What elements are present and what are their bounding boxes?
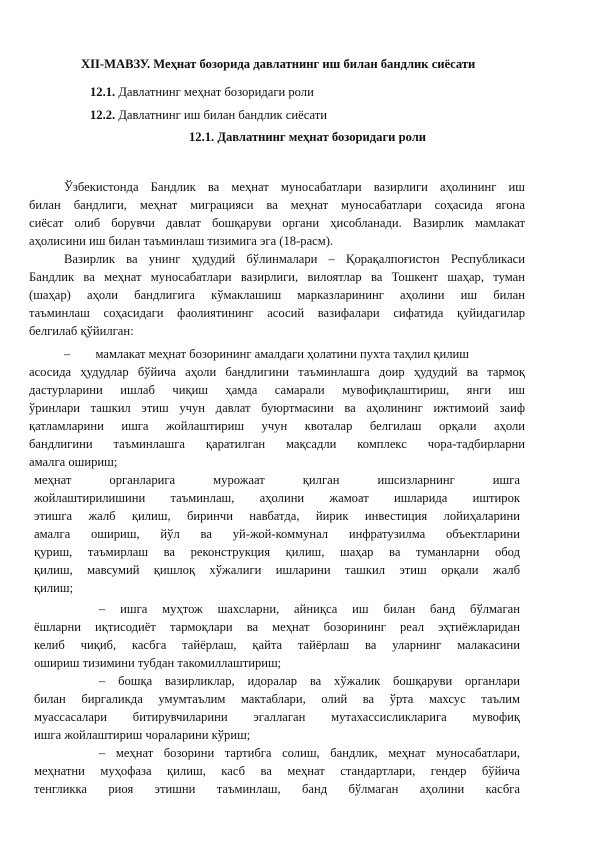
text-line: ёшларни иқтисодиёт тармоқлари ва меҳнат бозорининг реал эҳтиёжларидан bbox=[34, 620, 520, 634]
text-line: бандлигини таъминлашга қаратилган мақсадли комплекс чора-тадбирларни bbox=[29, 437, 525, 451]
text-line: муассасалари битирувчиларини эгаллаган мутахассисликларига мувофиқ bbox=[34, 710, 520, 724]
text-line: меҳнатни муҳофаза қилиш, касб ва меҳнат стандартлари, гендер бўйича bbox=[34, 764, 520, 778]
toc-item bbox=[90, 107, 327, 123]
text-line: Ўзбекистонда Бандлик ва меҳнат муносабатлари вазирлиги аҳолининг иш bbox=[64, 180, 525, 194]
chapter-title: XII-МАВЗУ. Меҳнат бозорида давлатнинг иш билан бандлик сиёсати bbox=[81, 57, 476, 71]
text-line: ўринлари ташкил этиш учун давлат буюртмасини ва аҳолининг ижтимоий заиф bbox=[29, 401, 525, 415]
toc-text: Давлатнинг меҳнат бозоридаги роли bbox=[115, 85, 314, 99]
list-item: – бошқа вазирликлар, идоралар ва хўжалик бошқаруви органлари bbox=[99, 674, 520, 688]
text-line: билан бандлиги, меҳнат миграцияси ва меҳнат муносабатлари соҳасида ягона bbox=[29, 198, 525, 212]
text-line: қуриш, таъмирлаш ва реконструкция қилиш, шаҳар ва туманларни обод bbox=[34, 545, 520, 559]
text-line: сиёсат олиб борувчи давлат бошқаруви органи ҳисобланади. Вазирлик мамлакат bbox=[29, 216, 525, 230]
text-line: билан биргаликда умумтаълим мактаблари, олий ва ўрта махсус таълим bbox=[34, 692, 520, 706]
toc-text: Давлатнинг иш билан бандлик сиёсати bbox=[115, 108, 327, 122]
text-line: ошириш тизимини тубдан такомиллаштириш; bbox=[34, 656, 282, 670]
list-item: – мамлакат меҳнат бозорининг амалдаги ҳолатини пухта таҳлил қилиш bbox=[64, 347, 469, 361]
list-item: – ишга муҳтож шахсларни, айниқса иш билан банд бўлмаган bbox=[99, 602, 520, 616]
section-title: 12.1. Давлатнинг меҳнат бозоридаги роли bbox=[189, 130, 427, 144]
text-line: тенгликка риоя этишни таъминлаш, банд бўлмаган аҳолини касбга bbox=[34, 782, 520, 796]
list-item: меҳнат органларига мурожаат қилган ишсизларнинг ишга bbox=[34, 473, 520, 487]
text-line: Бандлик ва меҳнат муносабатлари вазирлиги, вилоятлар ва Тошкент шаҳар, туман bbox=[29, 270, 525, 284]
text-line: келиб чиқиб, касбга тайёрлаш, қайта тайёрлаш ва уларнинг малакасини bbox=[34, 638, 520, 652]
text-line: аҳолисини иш билан таъминлаш тизимига эга (18-расм). bbox=[29, 234, 334, 248]
text-line: қилиш; bbox=[34, 581, 74, 595]
text-line: қилиш, мавсумий қишлоқ хўжалиги ишларини ташкил этиш орқали жалб bbox=[34, 563, 520, 577]
text-line: Вазирлик ва унинг ҳудудий бўлинмалари – Қорақалпоғистон Республикаси bbox=[64, 252, 525, 266]
text-line: белгилаб қўйилган: bbox=[29, 324, 134, 338]
text-line: қатламларини ишга жойлаштириш учун квоталар белгилаш орқали аҳоли bbox=[29, 419, 525, 433]
text-line: асосида ҳудудлар бўйича аҳоли бандлигини таъминлашга доир ҳудудий ва тармоқ bbox=[29, 365, 525, 379]
text-line: амалга ошириш, йўл ва уй-жой-коммунал инфратузилма объектларини bbox=[34, 527, 520, 541]
text-line: таъминлаш соҳасидаги фаолиятининг асосий вазифалари сифатида қуйидагилар bbox=[29, 306, 525, 320]
list-item: – меҳнат бозорини тартибга солиш, бандлик, меҳнат муносабатлари, bbox=[99, 746, 520, 760]
toc-item bbox=[90, 84, 314, 100]
text-line: дастурларини ишлаб чиқиш ҳамда самарали мувофиқлаштириш, янги иш bbox=[29, 383, 525, 397]
text-line: ишга жойлаштириш чораларини кўриш; bbox=[34, 728, 251, 742]
toc-number: 12.2. bbox=[90, 108, 116, 122]
text-line: жойлаштирилишини таъминлаш, аҳолини жамоат ишларида иштирок bbox=[34, 491, 520, 505]
text-line: (шаҳар) аҳоли бандлигига кўмаклашиш марказларининг аҳолини иш билан bbox=[29, 288, 525, 302]
text-line: этишга жалб қилиш, биринчи навбатда, йирик инвестиция лойиҳаларини bbox=[34, 509, 520, 523]
toc-number: 12.1. bbox=[90, 85, 116, 99]
text-line: амалга ошириш; bbox=[29, 455, 118, 469]
